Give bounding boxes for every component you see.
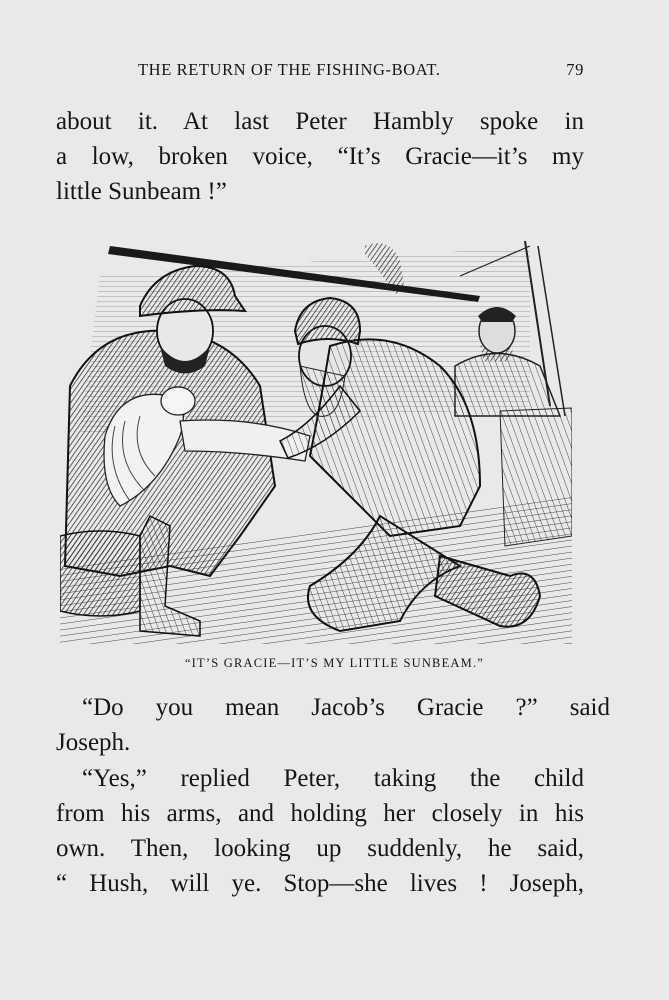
illustration-caption: “IT’S GRACIE—IT’S MY LITTLE SUNBEAM.” (184, 656, 485, 670)
text-line: a low, broken voice, “It’s Gracie—it’s my (56, 143, 584, 170)
chapter-title: THE RETURN OF THE FISHING-BOAT. (138, 60, 441, 79)
text-line: “Do you mean Jacob’s Gracie ?” said (82, 694, 610, 721)
text-line: Joseph. (56, 729, 131, 756)
text-line: own. Then, looking up suddenly, he said, (56, 835, 584, 862)
paragraph-1 (56, 104, 584, 209)
paragraph-2 (56, 690, 610, 760)
engraving-drawing (60, 236, 572, 644)
engraving-illustration (60, 236, 572, 644)
page-number: 79 (566, 60, 584, 79)
text-line: about it. At last Peter Hambly spoke in (56, 108, 584, 135)
text-line: “Yes,” replied Peter, taking the child (82, 765, 584, 792)
paragraph-3 (56, 761, 584, 901)
text-line: “ Hush, will ye. Stop—she lives ! Joseph, (56, 870, 584, 897)
text-line: from his arms, and holding her closely in his (56, 800, 584, 827)
text-line: little Sunbeam !” (56, 178, 227, 205)
